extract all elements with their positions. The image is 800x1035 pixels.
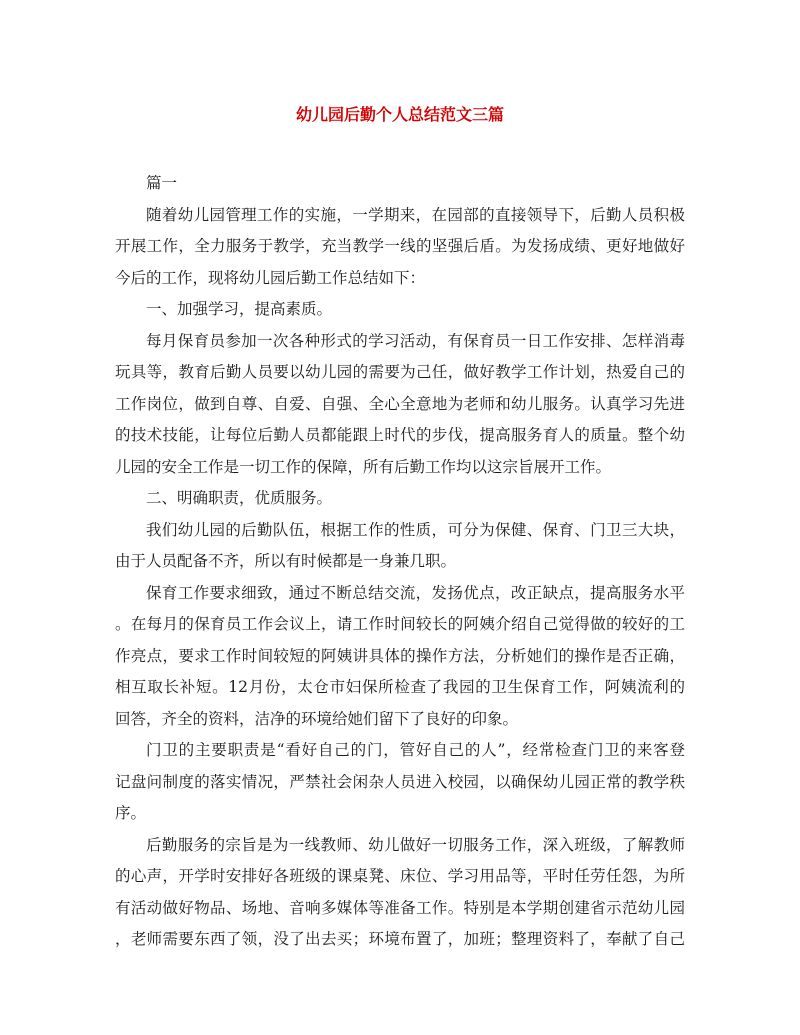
paragraph-line: 的心声，开学时安排好各班级的课桌凳、床位、学习用品等，平时任劳任怨，为所 xyxy=(115,867,685,885)
paragraph-line: 由于人员配备不齐，所以有时候都是一身兼几职。 xyxy=(115,552,457,570)
paragraph-line: 随着幼儿园管理工作的实施，一学期来，在园部的直接领导下，后勤人员积极 xyxy=(146,205,685,224)
paragraph-line: 回答，齐全的资料，洁净的环境给她们留下了良好的印象。 xyxy=(115,709,519,728)
subsection-heading: 一、加强学习，提高素质。 xyxy=(146,300,333,318)
subsection-heading: 二、明确职责，优质服务。 xyxy=(146,489,333,507)
paragraph-line: 玩具等，教育后勤人员要以幼儿园的需要为己任，做好教学工作计划，热爱自己的 xyxy=(115,363,685,381)
document-body xyxy=(115,168,685,956)
paragraph-line: 每月保育员参加一次各种形式的学习活动，有保育员一日工作安排、怎样消毒 xyxy=(146,331,685,350)
paragraph-line: 记盘问制度的落实情况，严禁社会闲杂人员进入校园，以确保幼儿园正常的教学秩 xyxy=(115,772,685,791)
paragraph-line: 有活动做好物品、场地、音响多媒体等准备工作。特别是本学期创建省示范幼儿园 xyxy=(115,898,685,917)
paragraph-line: 作亮点，要求工作时间较短的阿姨讲具体的操作方法，分析她们的操作是否正确， xyxy=(115,646,685,665)
paragraph-line: 儿园的安全工作是一切工作的保障，所有后勤工作均以这宗旨展开工作。 xyxy=(115,457,612,476)
paragraph-line: 开展工作，全力服务于教学，充当教学一线的坚强后盾。为发扬成绩、更好地做好 xyxy=(115,237,685,255)
paragraph-line: 我们幼儿园的后勤队伍，根据工作的性质，可分为保健、保育、门卫三大块， xyxy=(146,520,685,539)
paragraph-line: 后勤服务的宗旨是为一线教师、幼儿做好一切服务工作，深入班级，了解教师 xyxy=(146,835,685,854)
paragraph-line: ，老师需要东西了领，没了出去买；环境布置了，加班；整理资料了，奉献了自己 xyxy=(115,930,685,948)
section-heading: 篇一 xyxy=(146,174,178,192)
paragraph-line: 门卫的主要职责是“看好自己的门，管好自己的人”，经常检查门卫的来客登 xyxy=(146,741,685,759)
paragraph-line: 序。 xyxy=(115,804,147,822)
paragraph-line: 。在每月的保育员工作会议上，请工作时间较长的阿姨介绍自己觉得做的较好的工 xyxy=(115,615,685,633)
paragraph-line: 保育工作要求细致，通过不断总结交流，发扬优点，改正缺点，提高服务水平 xyxy=(146,583,685,602)
paragraph-line: 的技术技能，让每位后勤人员都能跟上时代的步伐，提高服务育人的质量。整个幼 xyxy=(115,426,685,444)
document-title: 幼儿园后勤个人总结范文三篇 xyxy=(295,105,504,124)
paragraph-line: 相互取长补短。12月份，太仓市妇保所检查了我园的卫生保育工作，阿姨流利的 xyxy=(115,678,685,696)
paragraph-line: 工作岗位，做到自尊、自爱、自强、全心全意地为老师和幼儿服务。认真学习先进 xyxy=(115,394,685,413)
paragraph-line: 今后的工作，现将幼儿园后勤工作总结如下： xyxy=(115,268,426,287)
